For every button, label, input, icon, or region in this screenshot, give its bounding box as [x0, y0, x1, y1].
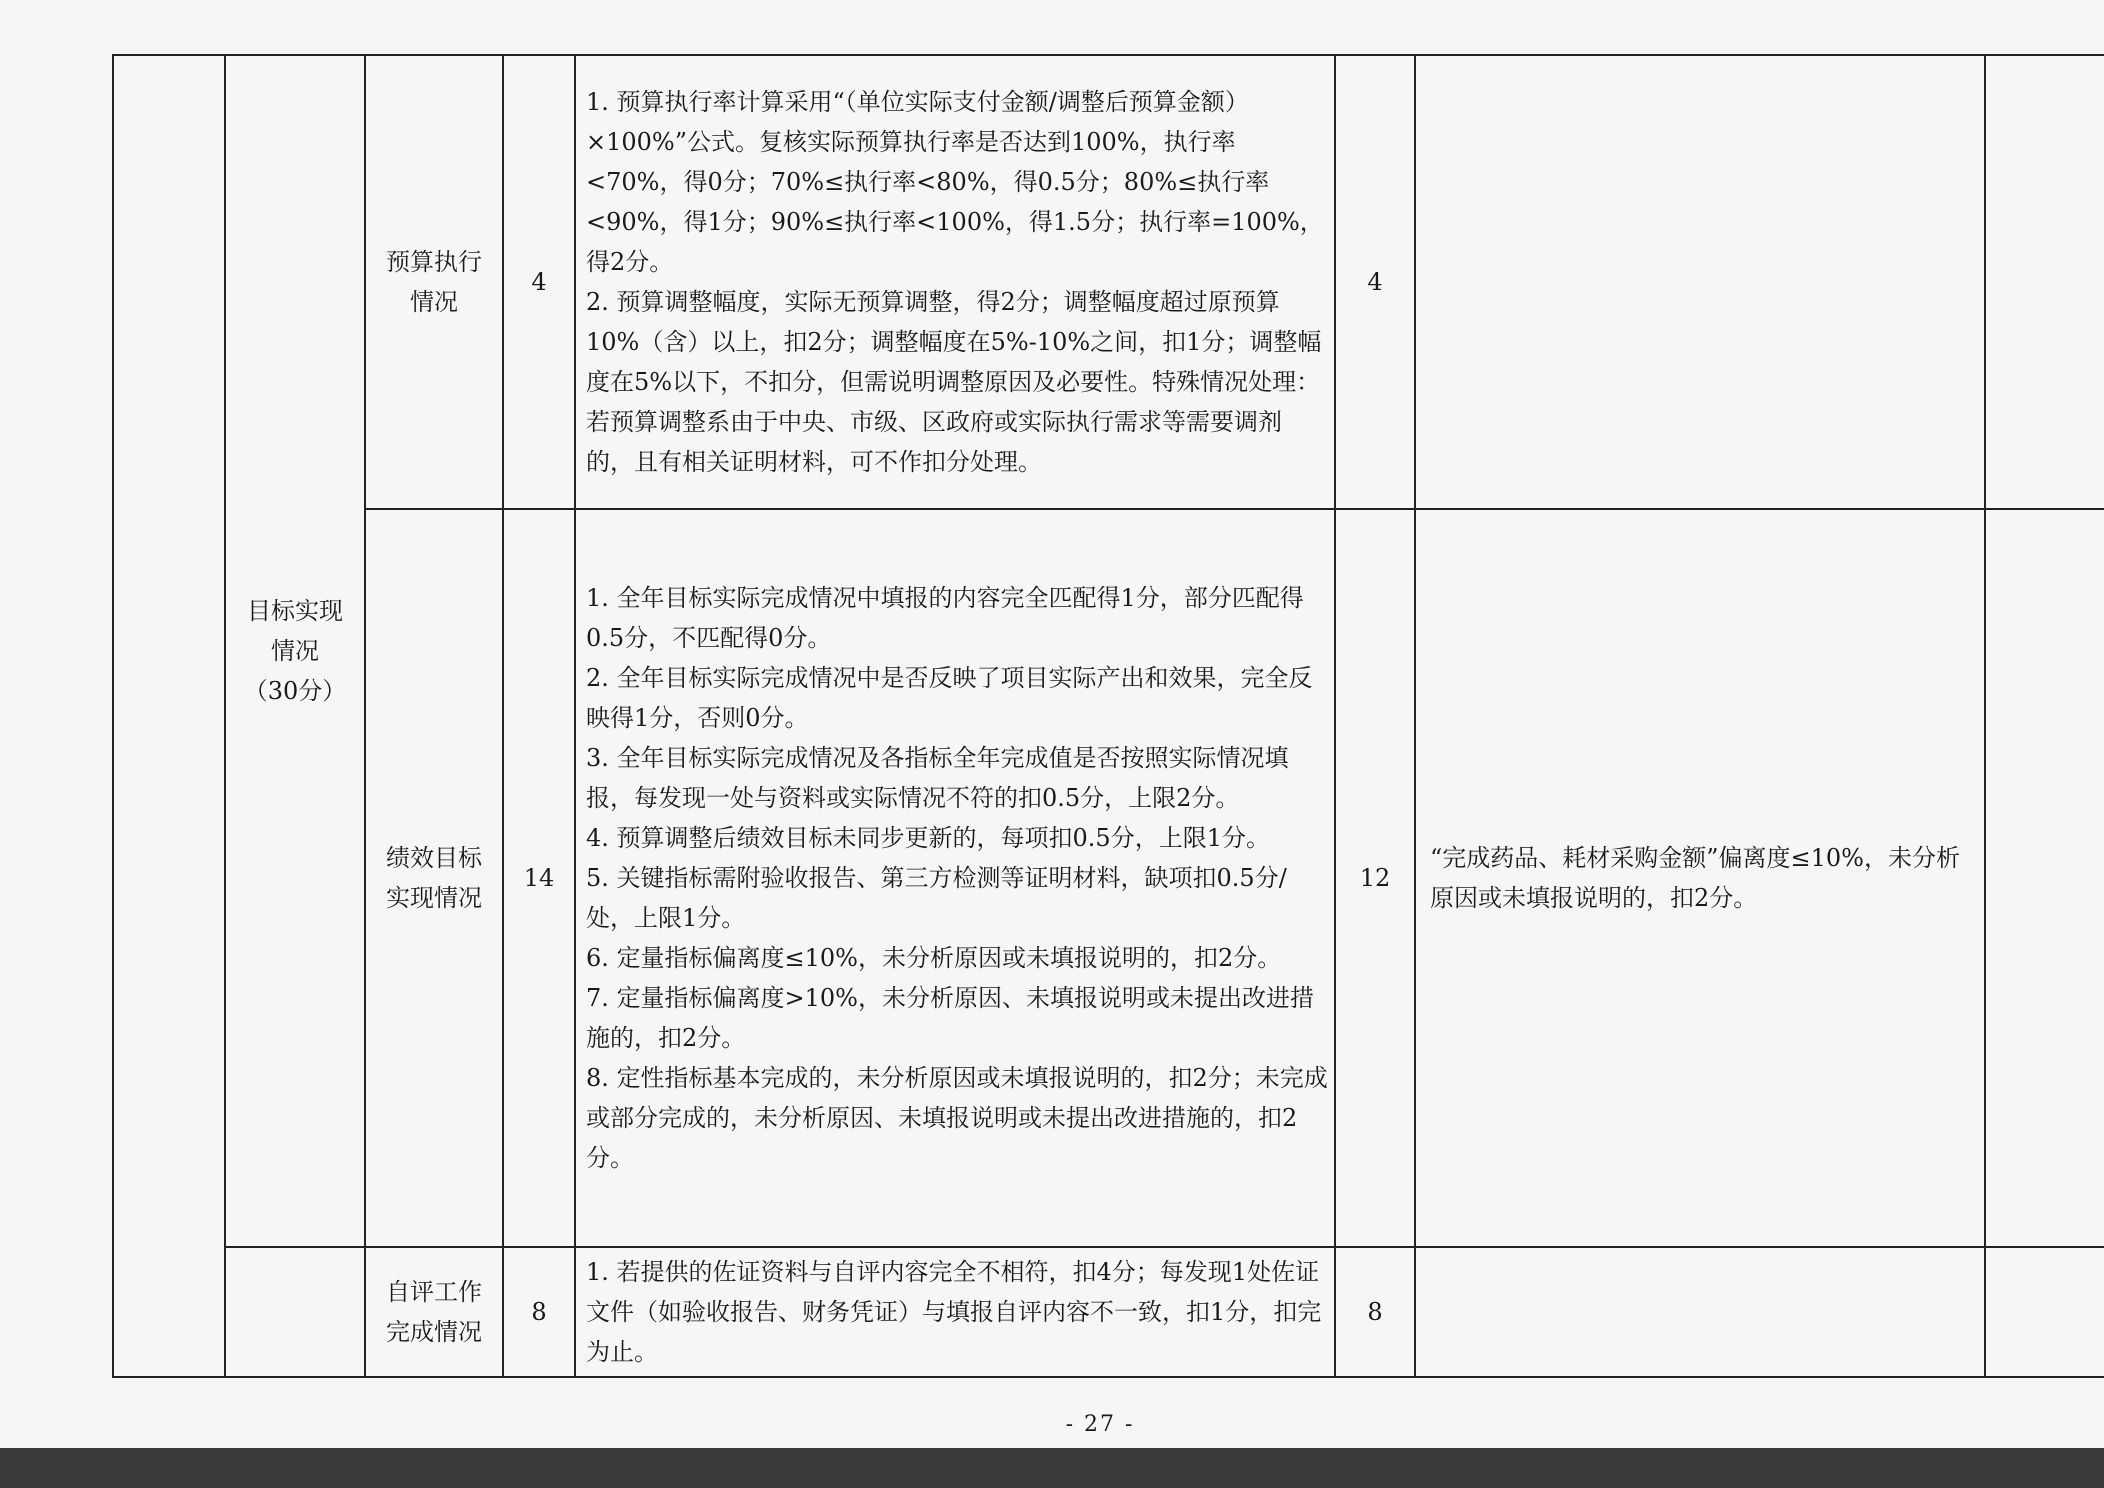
- indicator-name: 绩效目标实现情况: [386, 844, 482, 912]
- note-cell: [1415, 1247, 1985, 1377]
- full-score-cell: 8: [503, 1247, 575, 1377]
- indicator-name: 自评工作完成情况: [386, 1278, 482, 1346]
- category-name: 目标实现情况: [247, 597, 343, 665]
- score-cell: 4: [1335, 55, 1415, 509]
- blank-cell: [1985, 1247, 2104, 1377]
- table-row: [113, 1247, 2104, 1377]
- category-cell: [225, 55, 365, 1247]
- indicator-cell: [365, 55, 503, 509]
- evaluation-table: [112, 54, 2104, 1378]
- criteria-item: 2. 预算调整幅度，实际无预算调整，得2分；调整幅度超过原预算10%（含）以上，扣2分；调整幅度在5%-10%之间，扣1分；调整幅度在5%以下，不扣分，但需说明调整原因及必要性。特殊情况处理：若预算调整系由于中央、市级、区政府或实际执行需求等需要调剂的，且有相关证明材料，可不作扣分处理。: [586, 288, 1322, 476]
- score-cell: 12: [1335, 509, 1415, 1247]
- indicator-name: 预算执行情况: [386, 248, 482, 316]
- criteria-item: 4. 预算调整后绩效目标未同步更新的，每项扣0.5分，上限1分。: [586, 824, 1270, 852]
- table-row: [113, 509, 2104, 1247]
- criteria-item: 1. 全年目标实际完成情况中填报的内容完全匹配得1分，部分匹配得0.5分，不匹配得0分。: [586, 584, 1304, 652]
- criteria-cell: [575, 55, 1335, 509]
- note-cell: [1415, 55, 1985, 509]
- criteria-item: 3. 全年目标实际完成情况及各指标全年完成值是否按照实际情况填报，每发现一处与资料或实际情况不符的扣0.5分，上限2分。: [586, 744, 1289, 812]
- criteria-item: 6. 定量指标偏离度≤10%，未分析原因或未填报说明的，扣2分。: [586, 944, 1282, 972]
- criteria-item: 7. 定量指标偏离度>10%，未分析原因、未填报说明或未提出改进措施的，扣2分。: [586, 984, 1314, 1052]
- category-score: （30分）: [243, 677, 347, 705]
- blank-cell: [1985, 509, 2104, 1247]
- criteria-cell: [575, 1247, 1335, 1377]
- indicator-cell: [365, 509, 503, 1247]
- note-cell: “完成药品、耗材采购金额”偏离度≤10%，未分析原因或未填报说明的，扣2分。: [1415, 509, 1985, 1247]
- table-row: [113, 55, 2104, 509]
- criteria-item: 2. 全年目标实际完成情况中是否反映了项目实际产出和效果，完全反映得1分，否则0分。: [586, 664, 1313, 732]
- blank-cell: [1985, 55, 2104, 509]
- scan-edge: [0, 1448, 2104, 1488]
- indicator-cell: [365, 1247, 503, 1377]
- criteria-cell: [575, 509, 1335, 1247]
- blank-cell: [225, 1247, 365, 1377]
- page-number: - 27 -: [1065, 1412, 1135, 1437]
- criteria-item: 1. 预算执行率计算采用“（单位实际支付金额/调整后预算金额）×100%”公式。复核实际预算执行率是否达到100%，执行率<70%，得0分；70%≤执行率<80%，得0.5分；80%≤执行率<90%，得1分；90%≤执行率<100%，得1.5分；执行率=100%，得2分。: [586, 88, 1324, 276]
- full-score-cell: 4: [503, 55, 575, 509]
- criteria-item: 1. 若提供的佐证资料与自评内容完全不相符，扣4分；每发现1处佐证文件（如验收报告、财务凭证）与填报自评内容不一致，扣1分，扣完为止。: [586, 1258, 1322, 1366]
- criteria-item: 8. 定性指标基本完成的，未分析原因或未填报说明的，扣2分；未完成或部分完成的，未分析原因、未填报说明或未提出改进措施的，扣2分。: [586, 1064, 1328, 1172]
- criteria-item: 5. 关键指标需附验收报告、第三方检测等证明材料，缺项扣0.5分/处，上限1分。: [586, 864, 1287, 932]
- blank-cell: [113, 55, 225, 1377]
- full-score-cell: 14: [503, 509, 575, 1247]
- score-cell: 8: [1335, 1247, 1415, 1377]
